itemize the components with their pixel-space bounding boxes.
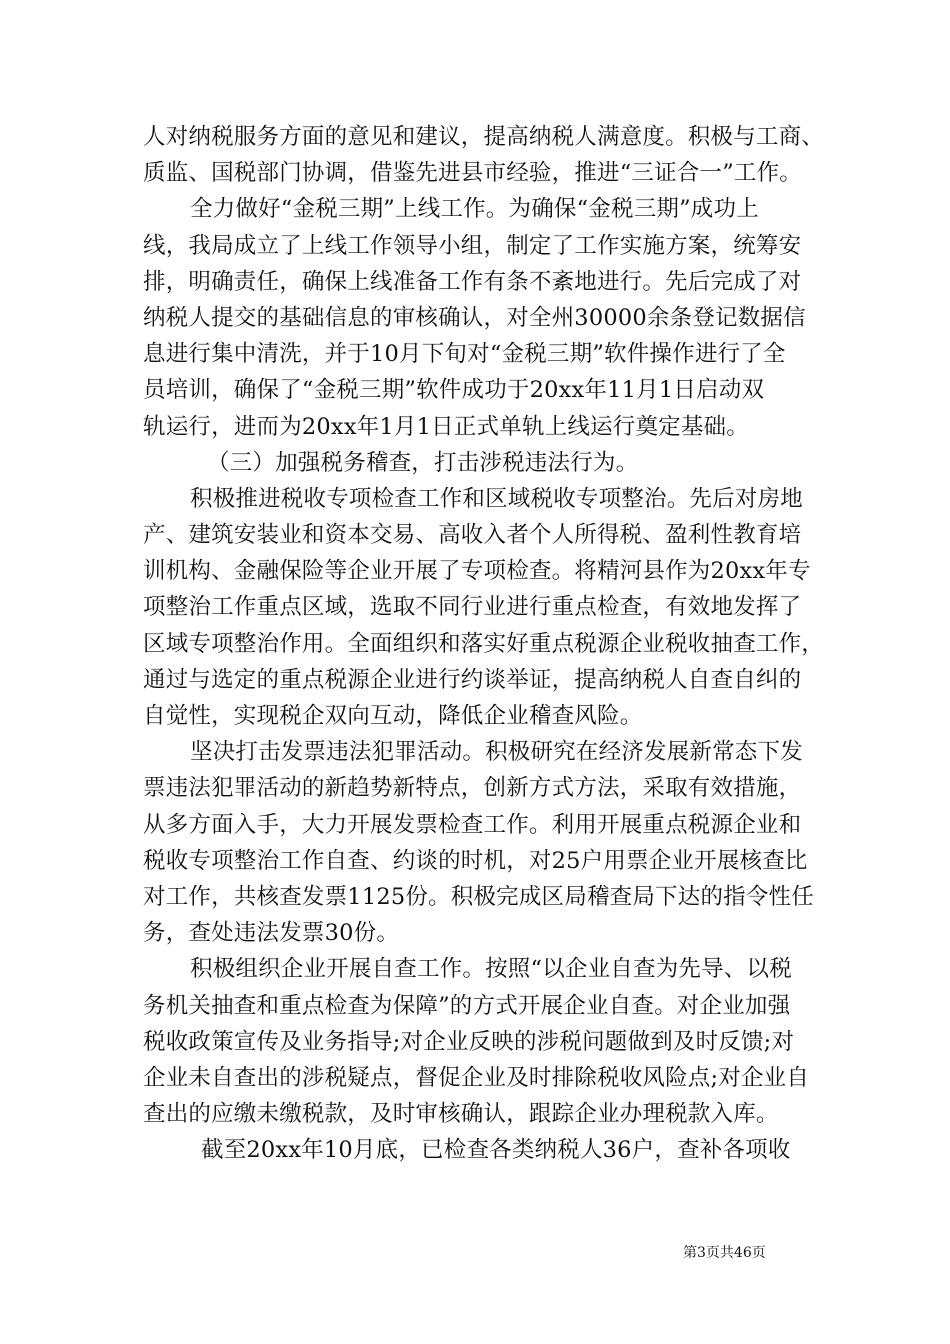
text-line: 产、建筑安装业和资本交易、高收入者个人所得税、盈利性教育培 xyxy=(143,522,802,549)
text-line: 企业未自查出的涉税疑点，督促企业及时排除税收风险点;对企业自 xyxy=(143,1064,810,1091)
text-line: 排，明确责任，确保上线准备工作有条不紊地进行。先后完成了对 xyxy=(143,268,802,295)
text-line: 息进行集中清洗，并于10月下旬对“金税三期”软件操作进行了全 xyxy=(143,341,786,368)
text-line: 票违法犯罪活动的新趋势新特点，创新方式方法，采取有效措施， xyxy=(143,775,802,802)
text-line: 查出的应缴未缴税款，及时审核确认，跟踪企业办理税款入库。 xyxy=(143,1101,779,1128)
paragraph-start-line: 截至20xx年10月底，已检查各类纳税人36户，查补各项收 xyxy=(201,1137,791,1164)
paragraph-start-line: 积极推进税收专项检查工作和区域税收专项整治。先后对房地 xyxy=(190,485,803,512)
paragraph-start-line: 积极组织企业开展自查工作。按照“以企业自查为先导、以税 xyxy=(190,956,792,983)
text-line: 税收专项整治工作自查、约谈的时机，对25户用票企业开展核查比 xyxy=(143,847,808,874)
text-line: 务，查处违法发票30份。 xyxy=(143,920,400,947)
text-line: 对工作，共核查发票1125份。积极完成区局稽查局下达的指令性任 xyxy=(143,883,814,910)
text-line: 务机关抽查和重点检查为保障”的方式开展企业自查。对企业加强 xyxy=(143,992,791,1019)
text-line: 自觉性，实现税企双向互动，降低企业稽查风险。 xyxy=(143,703,643,729)
text-line: 质监、国税部门协调，借鉴先进县市经验，推进“三证合一”工作。 xyxy=(143,160,803,187)
section-heading: （三）加强税务稽查，打击涉税违法行为。 xyxy=(207,449,639,476)
text-line: 纳税人提交的基础信息的审核确认，对全州30000余条登记数据信 xyxy=(143,304,806,331)
text-line: 员培训，确保了“金税三期”软件成功于20xx年11月1日启动双 xyxy=(143,377,765,404)
text-line: 人对纳税服务方面的意见和建议，提高纳税人满意度。积极与工商、 xyxy=(143,124,825,150)
text-line: 从多方面入手，大力开展发票检查工作。利用开展重点税源企业和 xyxy=(143,811,802,838)
text-line: 通过与选定的重点税源企业进行约谈举证，提高纳税人自查自纠的 xyxy=(143,666,802,693)
text-line: 线，我局成立了上线工作领导小组，制定了工作实施方案，统筹安 xyxy=(143,232,802,259)
paragraph-start-line: 全力做好“金税三期”上线工作。为确保“金税三期”成功上 xyxy=(190,196,759,223)
text-line: 税收政策宣传及业务指导;对企业反映的涉税问题做到及时反馈;对 xyxy=(143,1028,795,1055)
paragraph-start-line: 坚决打击发票违法犯罪活动。积极研究在经济发展新常态下发 xyxy=(190,739,803,766)
text-line: 训机构、金融保险等企业开展了专项检查。将精河县作为20xx年专 xyxy=(143,558,811,585)
document-body xyxy=(143,119,823,1168)
text-line: 区域专项整治作用。全面组织和落实好重点税源企业税收抽查工作， xyxy=(143,630,825,657)
text-line: 项整治工作重点区域，选取不同行业进行重点检查，有效地发挥了 xyxy=(143,594,802,621)
text-line: 轨运行，进而为20xx年1月1日正式单轨上线运行奠定基础。 xyxy=(143,413,749,440)
page-number-footer: 第3页共46页 xyxy=(683,1245,766,1261)
